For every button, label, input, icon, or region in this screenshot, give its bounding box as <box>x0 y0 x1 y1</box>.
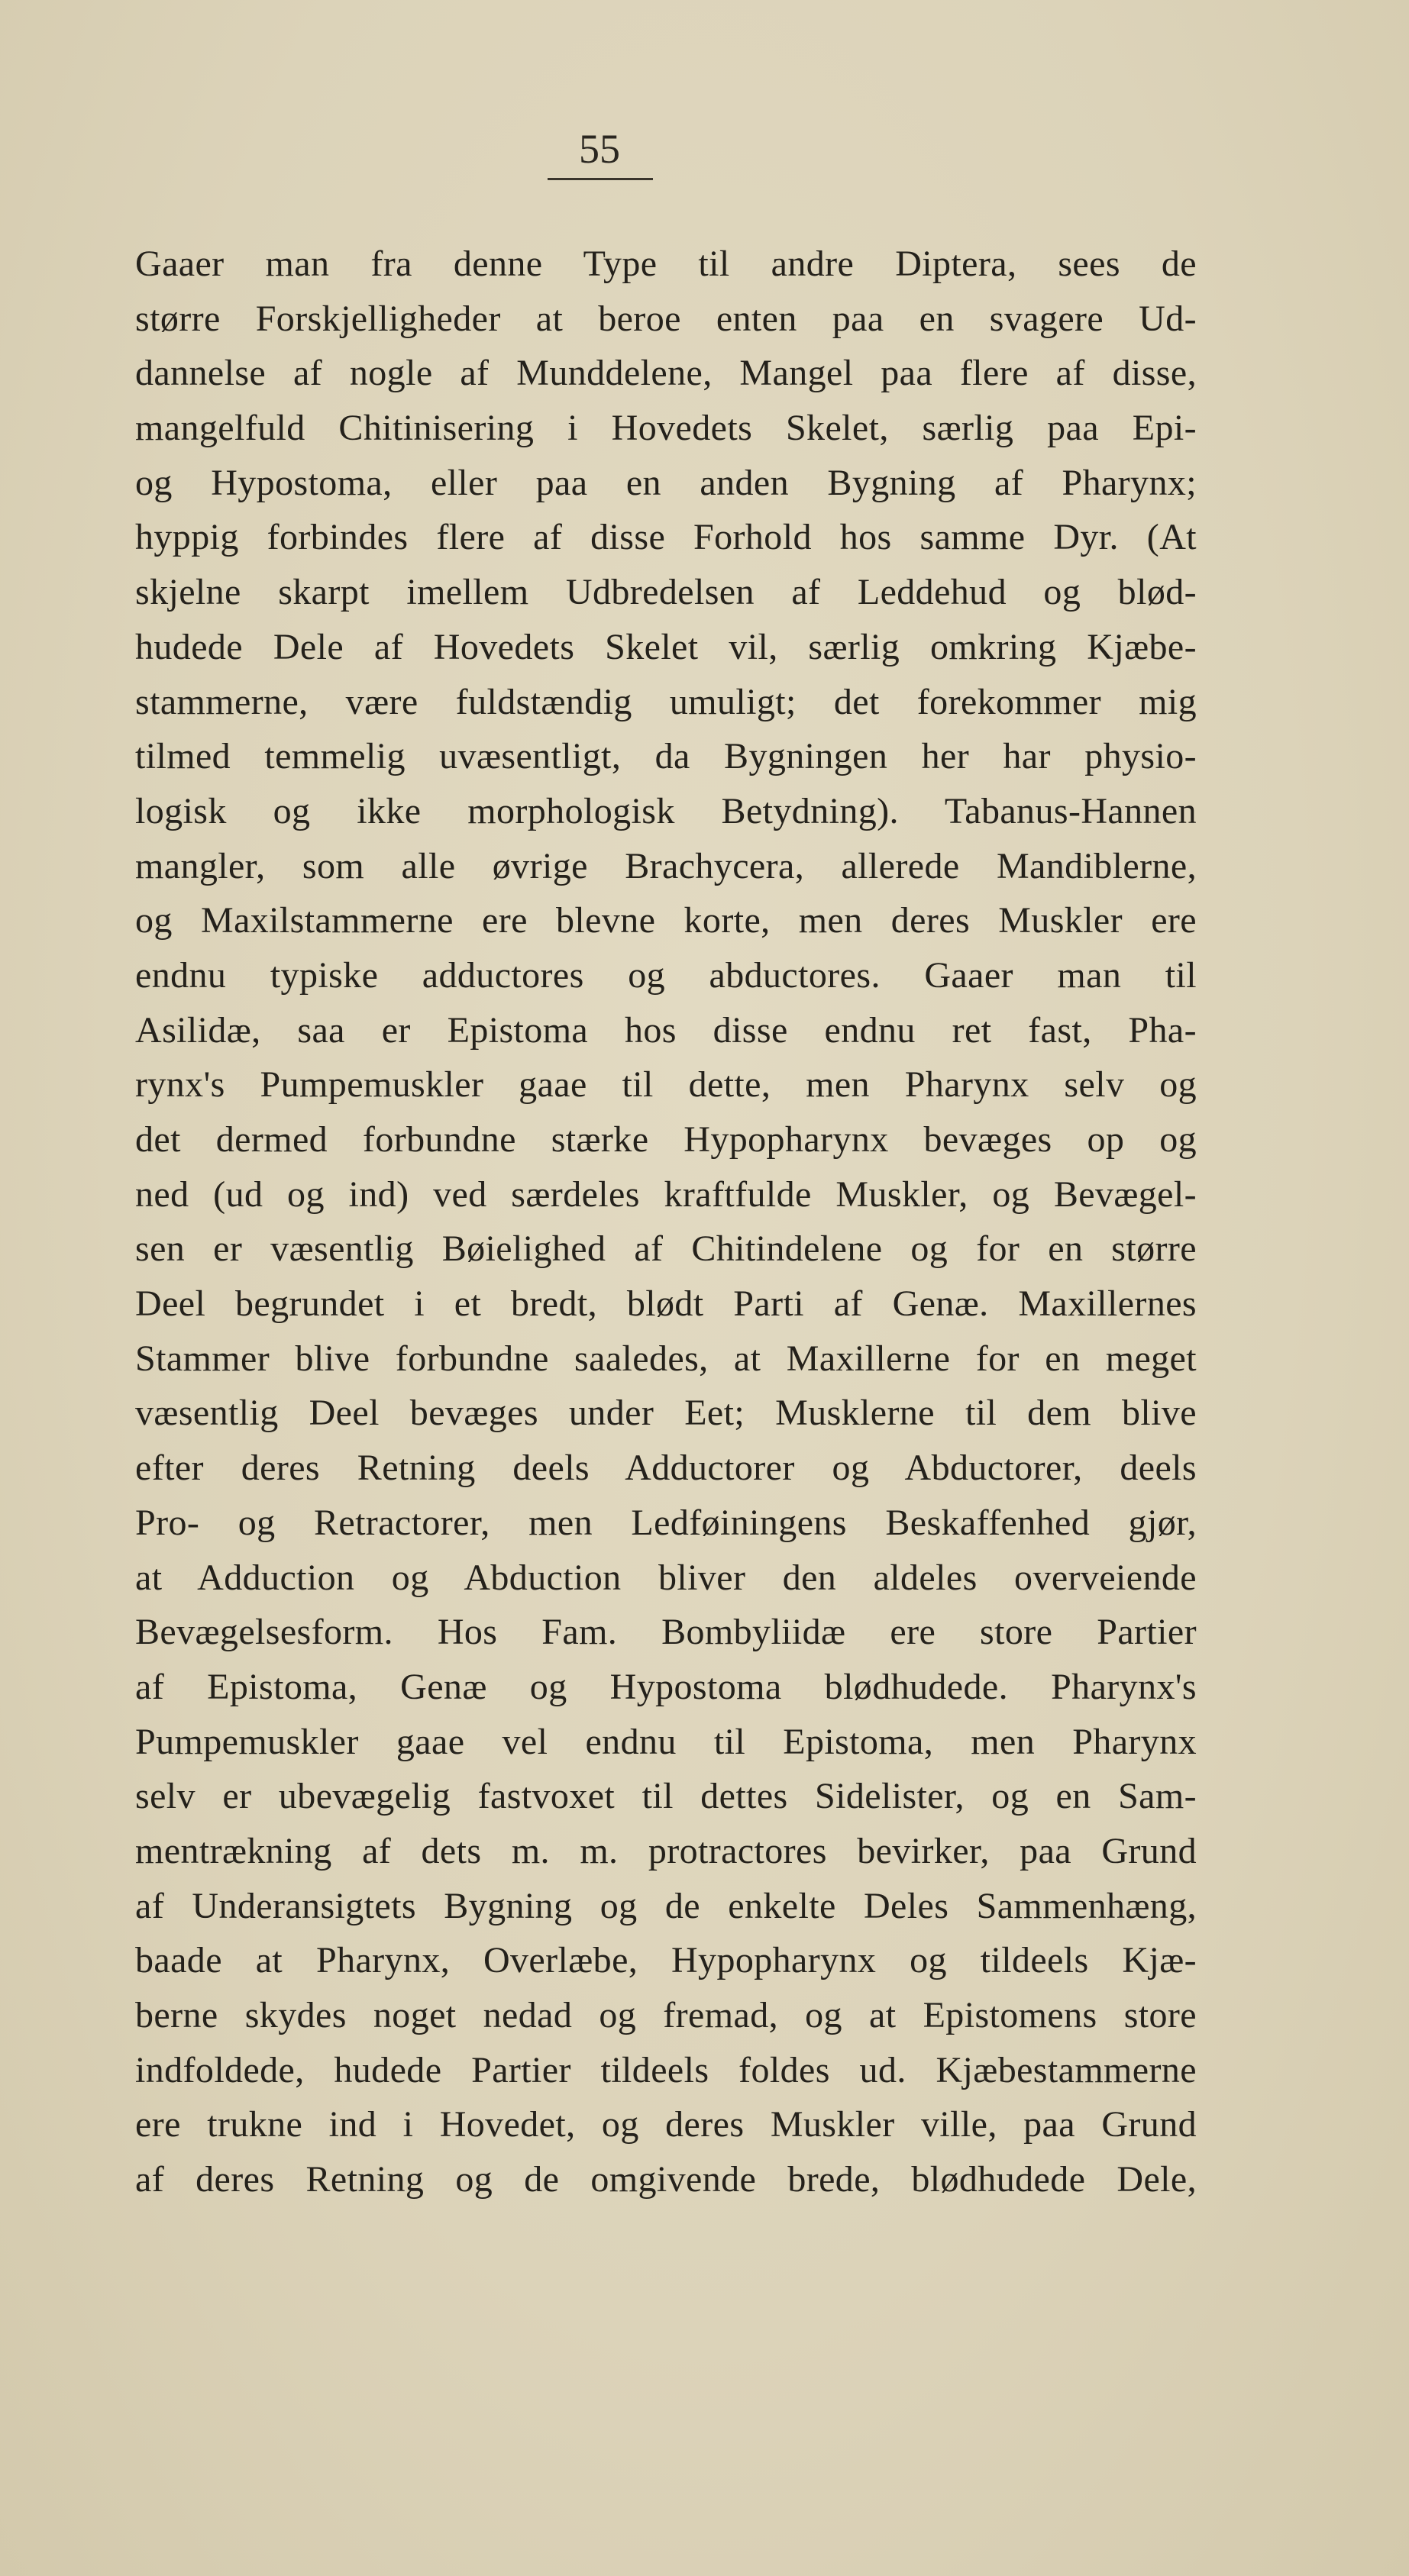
text-line: ere trukne ind i Hovedet, og deres Muskler ville, paa Grund <box>135 2104 1197 2145</box>
text-line: af deres Retning og de omgivende brede, blødhudede Dele, <box>135 2159 1197 2200</box>
body-paragraph <box>135 237 1197 2207</box>
text-line: logisk og ikke morphologisk Betydning). Tabanus-Hannen <box>135 790 1197 831</box>
text-line: mentrækning af dets m. m. protractores bevirker, paa Grund <box>135 1830 1197 1871</box>
text-line: rynx's Pumpemuskler gaae til dette, men Pharynx selv og <box>135 1064 1197 1106</box>
text-line: større Forskjelligheder at beroe enten paa en svagere Ud- <box>135 298 1197 339</box>
text-line: og Hypostoma, eller paa en anden Bygning af Pharynx; <box>135 462 1197 503</box>
text-line: indfoldede, hudede Partier tildeels foldes ud. Kjæbestammerne <box>135 2049 1197 2090</box>
text-line: stammerne, være fuldstændig umuligt; det forekommer mig <box>135 681 1197 722</box>
page-number-rule <box>548 178 653 180</box>
text-line: Gaaer man fra denne Type til andre Diptera, sees de <box>135 244 1197 284</box>
text-line: og Maxilstammerne ere blevne korte, men deres Muskler ere <box>135 900 1197 941</box>
text-line: Pumpemuskler gaae vel endnu til Epistoma, men Pharynx <box>135 1721 1197 1762</box>
text-line: hudede Dele af Hovedets Skelet vil, særlig omkring Kjæbe- <box>135 626 1197 667</box>
text-line: mangler, som alle øvrige Brachycera, allerede Mandiblerne, <box>135 845 1197 886</box>
text-line: af Epistoma, Genæ og Hypostoma blødhudede. Pharynx's <box>135 1666 1197 1707</box>
text-line: selv er ubevægelig fastvoxet til dettes Sidelister, og en Sam- <box>135 1776 1197 1817</box>
text-line: Stammer blive forbundne saaledes, at Maxillerne for en meget <box>135 1338 1197 1379</box>
text-line: baade at Pharynx, Overlæbe, Hypopharynx og tildeels Kjæ- <box>135 1940 1197 1981</box>
text-line: hyppig forbindes flere af disse Forhold hos samme Dyr. (At <box>135 517 1197 558</box>
text-line: dannelse af nogle af Munddelene, Mangel paa flere af disse, <box>135 353 1197 394</box>
text-line: efter deres Retning deels Adductorer og Abductorer, deels <box>135 1448 1197 1489</box>
text-line: væsentlig Deel bevæges under Eet; Musklerne til dem blive <box>135 1393 1197 1434</box>
text-line: det dermed forbundne stærke Hypopharynx bevæges op og <box>135 1119 1197 1160</box>
text-line: endnu typiske adductores og abductores. Gaaer man til <box>135 954 1197 996</box>
text-line: skjelne skarpt imellem Udbredelsen af Leddehud og blød- <box>135 572 1197 613</box>
text-line: tilmed temmelig uvæsentligt, da Bygningen her har physio- <box>135 736 1197 777</box>
text-line: af Underansigtets Bygning og de enkelte Deles Sammenhæng, <box>135 1885 1197 1926</box>
text-line: Pro- og Retractorer, men Ledføiningens Beskaffenhed gjør, <box>135 1502 1197 1543</box>
text-line: at Adduction og Abduction bliver den aldeles overveiende <box>135 1557 1197 1598</box>
text-line: berne skydes noget nedad og fremad, og at Epistomens store <box>135 1995 1197 2035</box>
text-line: mangelfuld Chitinisering i Hovedets Skelet, særlig paa Epi- <box>135 408 1197 449</box>
text-line: sen er væsentlig Bøielighed af Chitindelene og for en større <box>135 1228 1197 1270</box>
text-line: Asilidæ, saa er Epistoma hos disse endnu ret fast, Pha- <box>135 1009 1197 1051</box>
page-number: 55 <box>579 126 620 172</box>
text-line: ned (ud og ind) ved særdeles kraftfulde Muskler, og Bevægel- <box>135 1173 1197 1215</box>
text-line: Deel begrundet i et bredt, blødt Parti af Genæ. Maxillernes <box>135 1283 1197 1325</box>
text-line: Bevægelsesform. Hos Fam. Bombyliidæ ere store Partier <box>135 1612 1197 1653</box>
